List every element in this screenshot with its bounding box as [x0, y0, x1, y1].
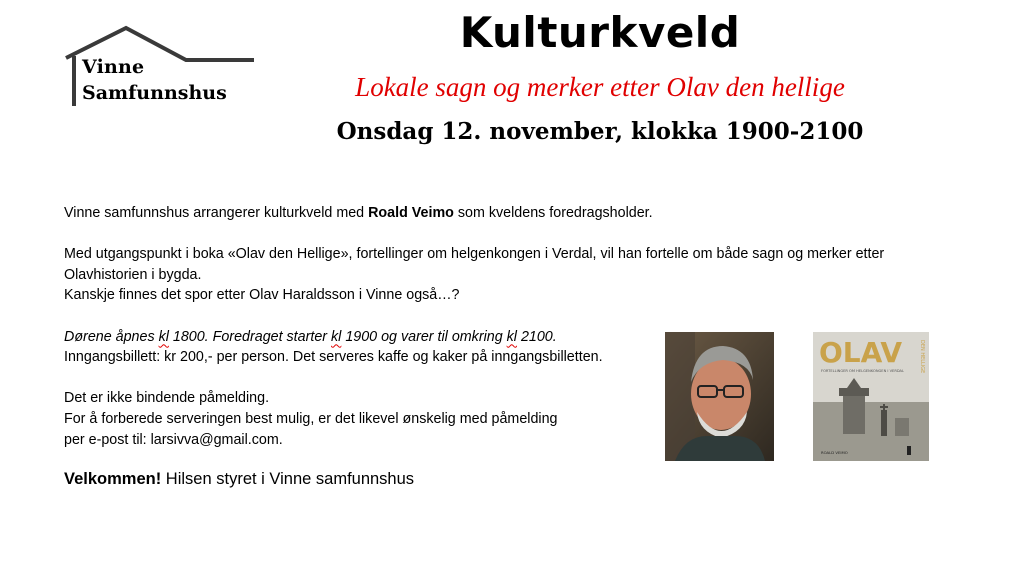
topic-line-1: Med utgangspunkt i boka «Olav den Hellige», fortellinger om helgenkongen i Verdal, vil han fortelle om både sagn og merker etter: [64, 246, 885, 263]
book-cover: [813, 332, 929, 461]
logo-text-samfunnshus: Samfunnshus: [82, 82, 227, 104]
signup-line-1: Det er ikke bindende påmelding.: [64, 390, 270, 407]
book-title-text: OLAV: [819, 336, 903, 369]
vinne-samfunnshus-logo: [62, 24, 262, 110]
topic-line-3: Kanskje finnes det spor etter Olav Haraldsson i Vinne også…?: [64, 287, 460, 304]
topic-line-2: Olavhistorien i bygda.: [64, 266, 202, 283]
book-subtitle-text: FORTELLINGER OM HELGENKONGEN I VERDAL: [821, 369, 904, 373]
event-date: Onsdag 12. november, klokka 1900-2100: [336, 118, 864, 145]
logo-text-vinne: Vinne: [82, 56, 145, 78]
signup-line-3: per e-post til: larsivva@gmail.com.: [64, 431, 283, 448]
book-side-text: DEN HELLIGE: [919, 340, 925, 374]
doors-time: Dørene åpnes kl 1800. Foredraget starter kl 1900 og varer til omkring kl 2100.: [64, 328, 557, 345]
ticket-info: Inngangsbillett: kr 200,- per person. Det serveres kaffe og kaker på inngangsbilletten.: [64, 349, 603, 366]
speaker-name: Roald Veimo: [368, 205, 454, 221]
page-title: Kulturkveld: [459, 8, 741, 57]
page-subtitle: Lokale sagn og merker etter Olav den hellige: [355, 72, 845, 102]
welcome-line: Velkommen! Hilsen styret i Vinne samfunnshus: [64, 470, 415, 488]
speaker-photo: [665, 332, 774, 461]
welcome-bold: Velkommen!: [64, 470, 162, 488]
signup-line-2: For å forberede serveringen best mulig, er det likevel ønskelig med påmelding: [64, 410, 558, 427]
book-author-text: ROALD VEIMO: [821, 450, 848, 455]
intro-paragraph: Vinne samfunnshus arrangerer kulturkveld med Roald Veimo som kveldens foredragsholder.: [64, 205, 653, 221]
